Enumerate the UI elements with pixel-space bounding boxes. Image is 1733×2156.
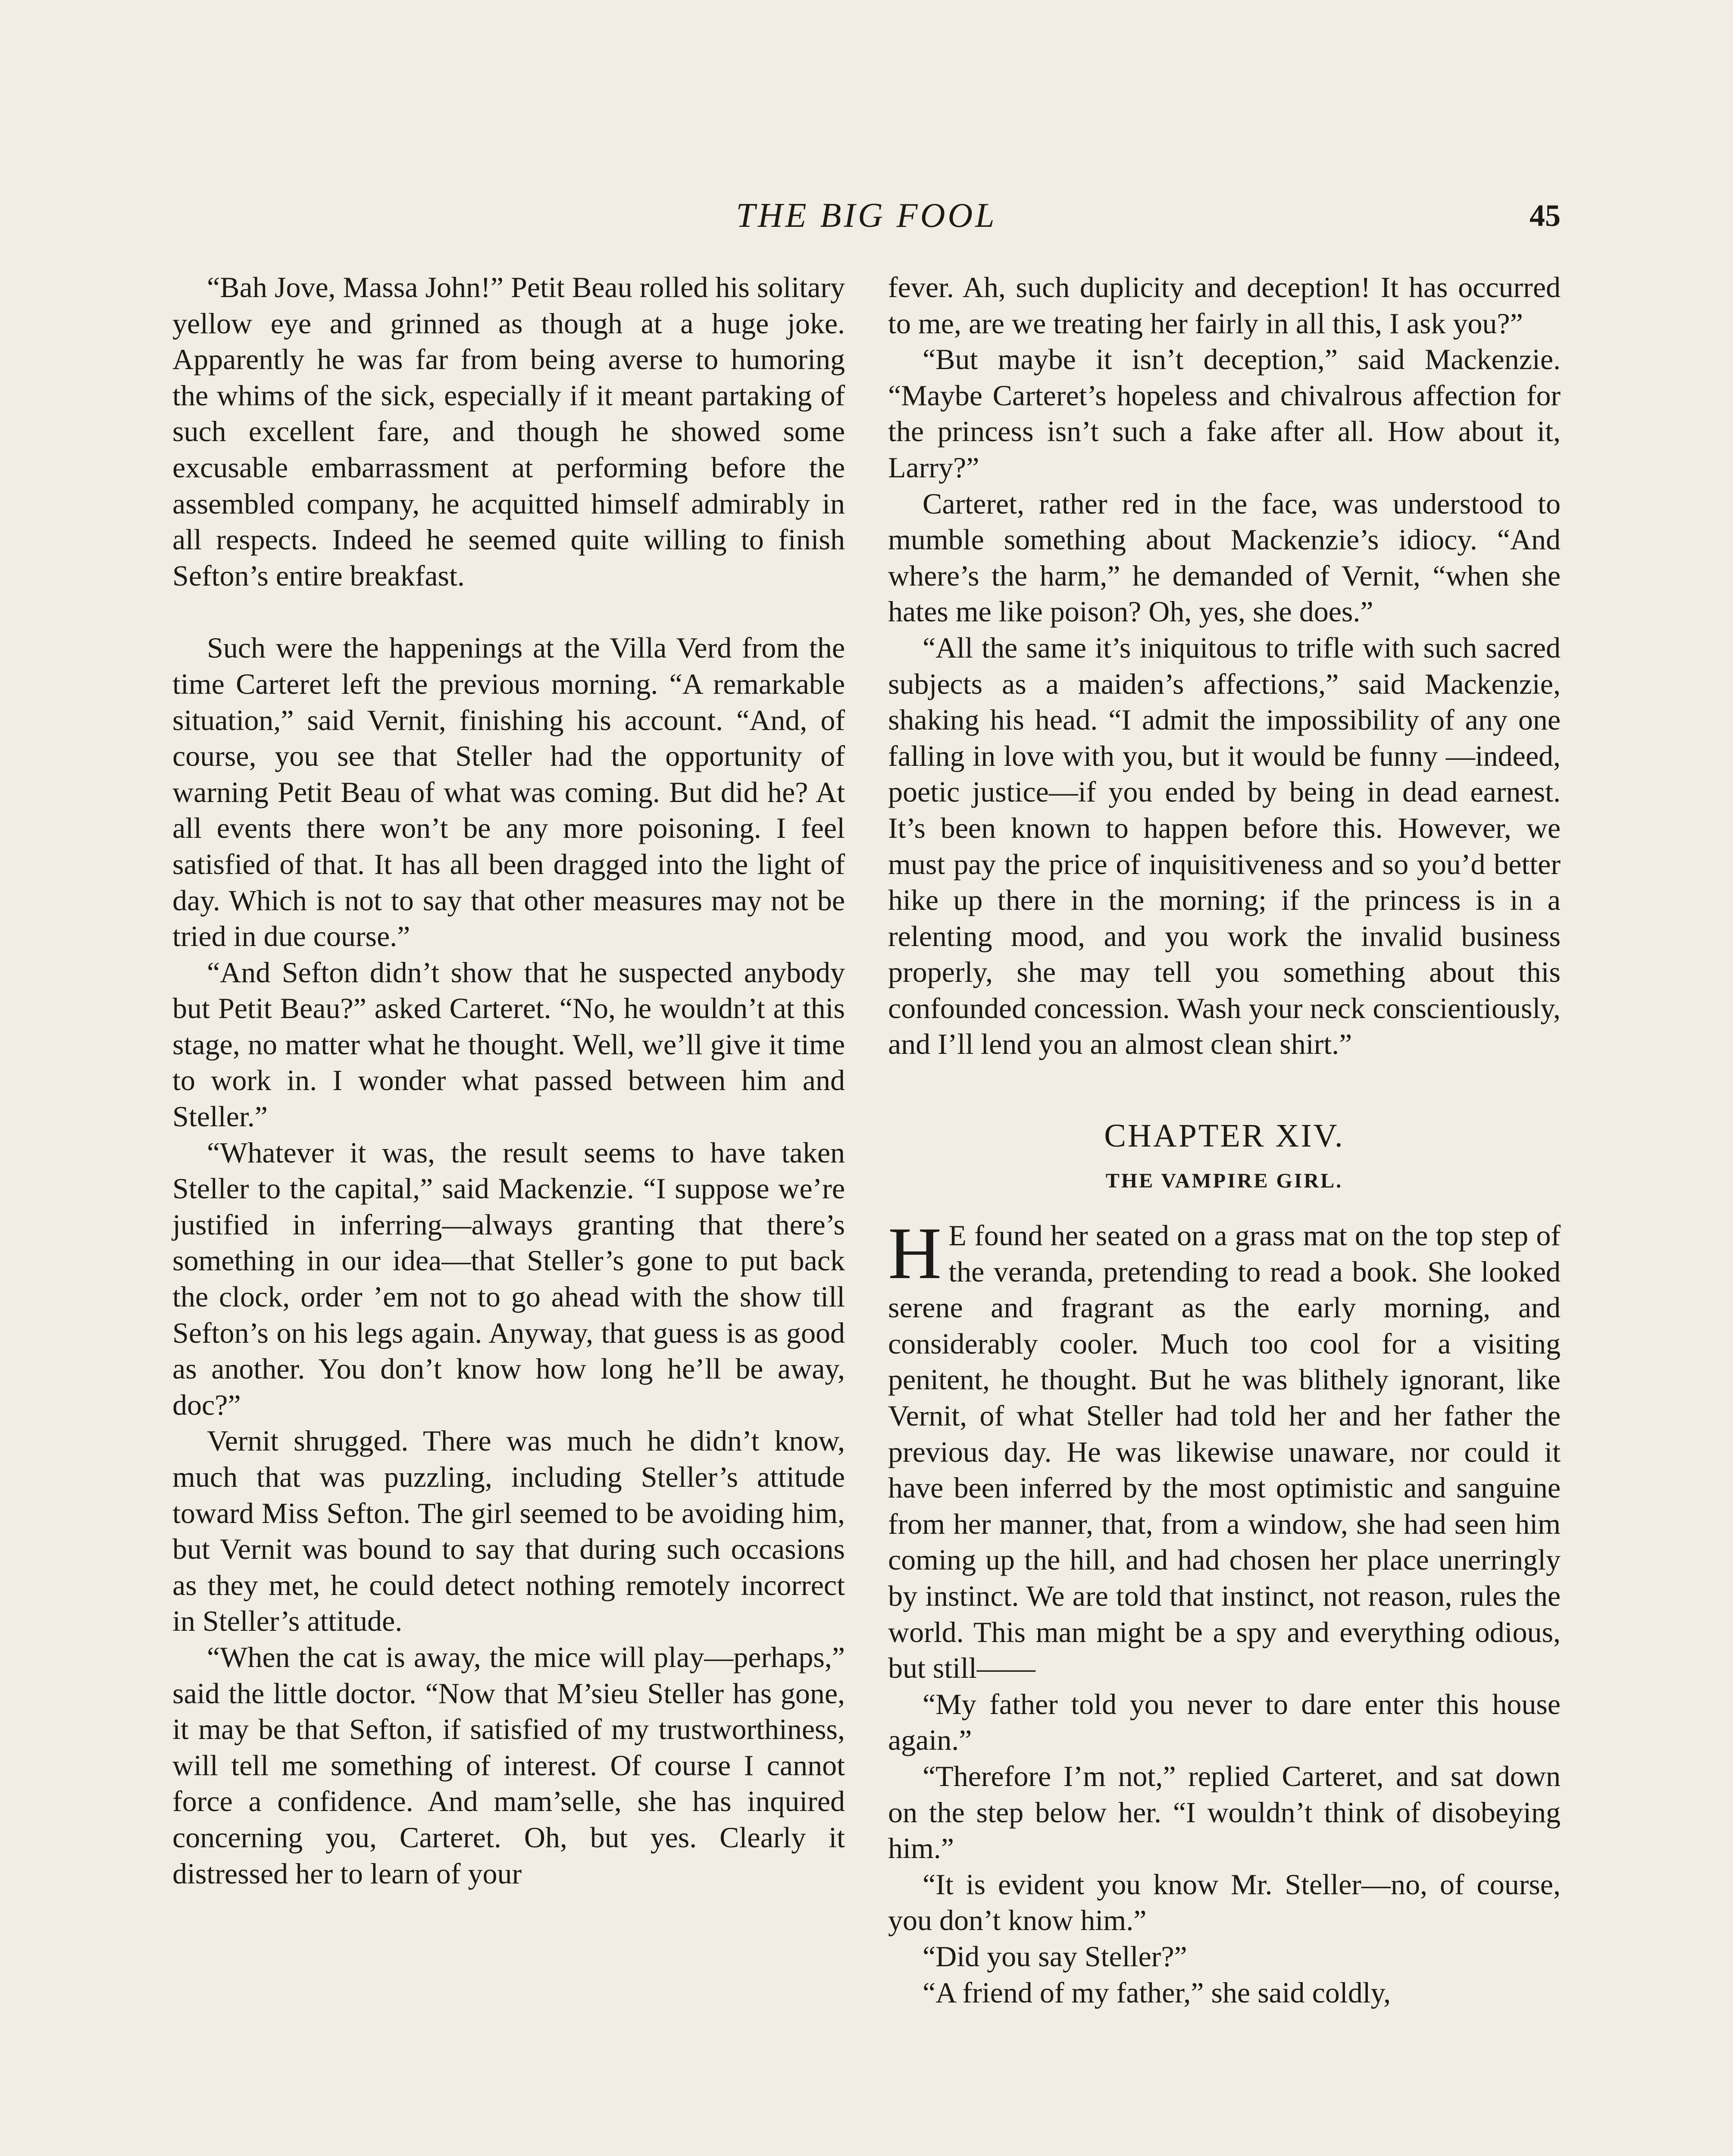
paragraph: “Whatever it was, the result seems to have taken Steller to the capital,” said Mackenzie. “I suppose we’re justified in inferring—always granting that there’s something in our idea—that Steller’s gone to put back the clock, order ’em not to go ahead with the show till Sefton’s on his legs again. Anyway, that guess is as good as another. You don’t know how long he’ll be away, doc?” — [172, 1136, 845, 1421]
paragraph: Such were the happenings at the Villa Verd from the time Carteret left the previous morning. “A remarkable situation,” said Vernit, finishing his account. “And, of course, you see that Steller had the opportunity of warning Petit Beau of what was coming. But did he? At all events there won’t be any more poisoning. I feel satisfied of that. It has all been dragged into the light of day. Which is not to say that other measures may not be tried in due course.” — [172, 631, 845, 953]
paragraph: “It is evident you know Mr. Steller—no, of course, you don’t know him.” — [888, 1868, 1561, 1937]
paragraph: “But maybe it isn’t deception,” said Mackenzie. “Maybe Carteret’s hopeless and chivalrous affection for the princess isn’t such a fake after all. How about it, Larry?” — [888, 343, 1561, 484]
paragraph: “All the same it’s iniquitous to trifle with such sacred subjects as a maiden’s affections,” said Mackenzie, shaking his head. “I admit the impossibility of any one falling in love with you, but it would be funny —indeed, poetic justice—if you ended by being in dead earnest. It’s been known to happen before this. However, we must pay the price of inquisitiveness and so you’d better hike up there in the morning; if the princess is in a relenting mood, and you work the invalid business properly, she may tell you something about this confounded concession. Wash your neck conscientiously, and I’ll lend you an almost clean shirt.” — [888, 631, 1561, 1061]
chapter-body — [888, 1213, 1561, 2011]
left-column — [172, 270, 845, 1892]
paragraph: “Did you say Steller?” — [923, 1940, 1187, 1973]
paragraph: “When the cat is away, the mice will play—perhaps,” said the little doctor. “Now that M’sieu Steller has gone, it may be that Sefton, if satisfied of my trustworthiness, will tell me something of interest. Of course I cannot force a confidence. And mam’selle, she has inquired concerning you, Carteret. Oh, but yes. Clearly it distressed her to learn of your — [172, 1640, 845, 1890]
page-number: 45 — [1530, 198, 1561, 233]
chapter-first-text: E found her seated on a grass mat on the top step of the veranda, pretending to read a book. She looked serene and fragrant as the early morning, and considerably cooler. Much too cool for a visiting penitent, he thought. But he was blithely ignorant, like Vernit, of what Steller had told her and her father the previous day. He was likewise unaware, nor could it have been inferred by the most optimistic and sanguine from her manner, that, from a window, she had seen him coming up the hill, and had chosen her place unerringly by instinct. We are told that instinct, not reason, rules the world. This man might be a spy and everything odious, but still—— — [888, 1219, 1561, 1685]
paragraph: “Bah Jove, Massa John!” Petit Beau rolled his solitary yellow eye and grinned as though at a huge joke. Apparently he was far from being averse to humoring the whims of the sick, especially if it meant partaking of such excellent fare, and though he showed some excusable embarrassment at performing before the assembled company, he acquitted himself admirably in all respects. Indeed he seemed quite willing to finish Sefton’s entire breakfast. — [172, 271, 845, 592]
paragraph: fever. Ah, such duplicity and deception! It has occurred to me, are we treating her fairly in all this, I ask you?” — [888, 271, 1561, 340]
paragraph: “A friend of my father,” she said coldly, — [923, 1976, 1391, 2009]
paragraph: Vernit shrugged. There was much he didn’t know, much that was puzzling, including Steller’s attitude toward Miss Sefton. The girl seemed to be avoiding him, but Vernit was bound to say that during such occasions as they met, he could detect nothing remotely incorrect in Steller’s attitude. — [172, 1424, 845, 1638]
running-head — [172, 190, 1561, 241]
paragraph: “My father told you never to dare enter this house again.” — [888, 1687, 1561, 1757]
chapter-heading — [888, 1114, 1561, 1200]
chapter-title: CHAPTER XIV. — [1104, 1118, 1345, 1154]
paragraph: “And Sefton didn’t show that he suspected anybody but Petit Beau?” asked Carteret. “No, he wouldn’t at this stage, no matter what he thought. Well, we’ll give it time to work in. I wonder what passed between him and Steller.” — [172, 956, 845, 1133]
paragraph: “Therefore I’m not,” replied Carteret, and sat down on the step below her. “I wouldn’t think of disobeying him.” — [888, 1759, 1561, 1865]
paragraph: Carteret, rather red in the face, was understood to mumble something about Mackenzie’s idiocy. “And where’s the harm,” he demanded of Vernit, “when she hates me like poison? Oh, yes, she does.” — [888, 487, 1561, 628]
right-column — [888, 270, 1561, 2011]
chapter-first-paragraph — [888, 1213, 1561, 1686]
chapter-subtitle: THE VAMPIRE GIRL. — [1105, 1169, 1343, 1193]
running-title: THE BIG FOOL — [736, 197, 997, 235]
drop-cap: H — [888, 1213, 942, 1295]
